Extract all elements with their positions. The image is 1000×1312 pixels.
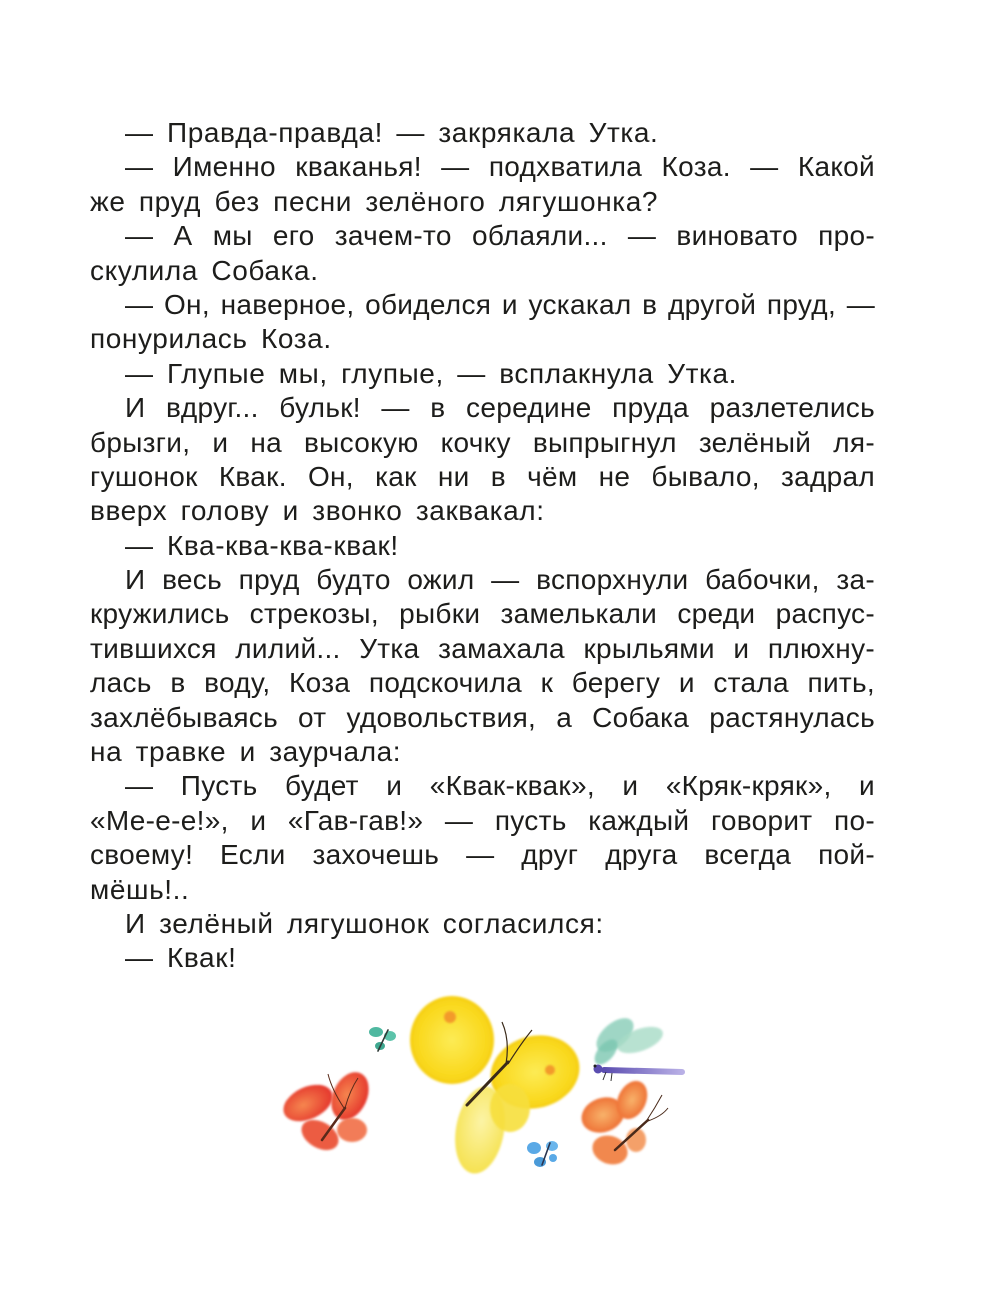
text-line: — А мы его зачем-то облаяли... — виновато про- <box>125 220 875 252</box>
dragonfly-legs <box>603 1072 612 1081</box>
text-line: вверх голову и звонко заквакал: <box>90 495 545 527</box>
text-line: тившихся лилий... Утка замахала крыльями и плюхну- <box>90 632 875 664</box>
text-line: гушонок Квак. Он, как ни в чём не бывало, задрал <box>90 460 875 492</box>
text-line: на травке и заурчала: <box>90 736 402 768</box>
text-line: — Ква-ква-ква-квак! <box>125 529 399 561</box>
text-line: И вдруг... бульк! — в середине пруда разлетелись <box>125 392 875 424</box>
butterflies-illustration <box>270 990 700 1190</box>
text-line: — Пусть будет и «Квак-квак», и «Кряк-кряк», и <box>125 770 875 802</box>
butterfly-antennae <box>647 1095 668 1121</box>
butterfly-wing <box>527 1142 541 1154</box>
text-line: — Глупые мы, глупые, — всплакнула Утка. <box>125 357 738 389</box>
butterfly-wing <box>410 996 494 1084</box>
text-line: «Ме-е-е!», и «Гав-гав!» — пусть каждый говорит по- <box>90 804 875 836</box>
dragonfly-eye <box>594 1065 597 1068</box>
text-line: — Он, наверное, обиделся и ускакал в другой пруд, — <box>125 288 875 320</box>
small-blue-butterfly <box>527 1141 558 1167</box>
text-line: своему! Если захочешь — друг друга всегда пой- <box>90 839 875 871</box>
text-line: И зелёный лягушонок согласился: <box>125 907 604 939</box>
text-line: — Именно кваканья! — подхватила Коза. — Какой <box>125 151 875 183</box>
text-line: скулила Собака. <box>90 254 319 286</box>
butterfly-wing <box>490 1084 530 1132</box>
orange-butterfly <box>577 1076 668 1169</box>
small-teal-butterfly <box>369 1027 396 1051</box>
story-text <box>90 116 875 976</box>
butterfly-wing <box>369 1027 383 1037</box>
wing-spot <box>545 1065 555 1075</box>
butterfly-wing <box>337 1118 367 1142</box>
text-line: захлёбываясь от удовольствия, а Собака растянулась <box>90 701 875 733</box>
butterfly-wing <box>588 1131 631 1170</box>
yellow-butterfly <box>410 996 588 1177</box>
text-line: мёшь!.. <box>90 873 190 905</box>
text-line: же пруд без песни зелёного лягушонка? <box>90 185 659 217</box>
dragonfly <box>590 1012 682 1081</box>
text-line: — Квак! <box>125 942 237 974</box>
text-line: И весь пруд будто ожил — вспорхнули бабочки, за- <box>125 564 875 596</box>
text-line: брызги, и на высокую кочку выпрыгнул зелёный ля- <box>90 426 875 458</box>
text-line: понурилась Коза. <box>90 323 332 355</box>
wing-spot <box>444 1011 456 1023</box>
butterfly-body <box>542 1143 550 1165</box>
red-butterfly <box>278 1066 376 1156</box>
butterfly-wing <box>549 1154 557 1162</box>
text-line: кружились стрекозы, рыбки замелькали среди распус- <box>90 598 875 630</box>
text-line: лась в воду, Коза подскочила к берегу и стала пить, <box>90 667 875 699</box>
text-line: — Правда-правда! — закрякала Утка. <box>125 117 659 148</box>
dragonfly-body <box>604 1070 682 1072</box>
